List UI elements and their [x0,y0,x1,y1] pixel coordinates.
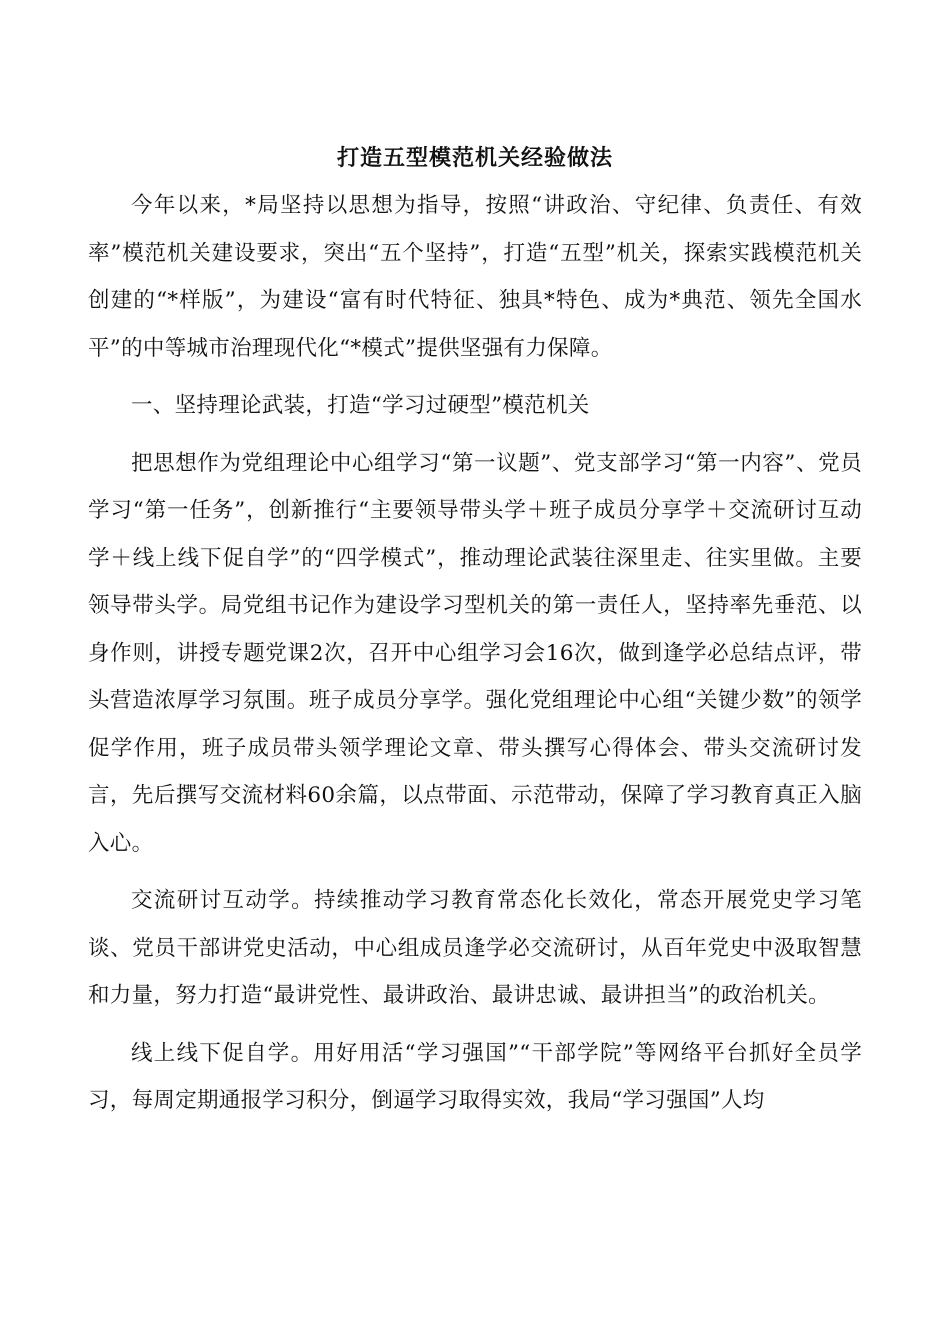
document-title: 打造五型模范机关经验做法 [336,145,613,171]
paragraph-intro: 今年以来，*局坚持以思想为指导，按照“讲政治、守纪律、负责任、有效率”模范机关建设要求，突出“五个坚持”，打造“五型”机关，探索实践模范机关创建的“*样版”，为建设“富有时代特征、独具*特色、成为*典范、领先全国水平”的中等城市治理现代化“*模式”提供坚强有力保障。 [88,193,862,361]
document-page [88,138,862,1135]
paragraph-self-study: 线上线下促自学。用好用活“学习强国”“干部学院”等网络平台抓好全员学习，每周定期通报学习积分，倒逼学习取得实效，我局“学习强国”人均 [88,1040,862,1113]
paragraph-interactive-study: 交流研讨互动学。持续推动学习教育常态化长效化，常态开展党史学习笔谈、党员干部讲党史活动，中心组成员逢学必交流研讨，从百年党史中汲取智慧和力量，努力打造“最讲党性、最讲政治、最讲忠诚、最讲担当”的政治机关。 [88,888,862,1008]
paragraph-study-model: 把思想作为党组理论中心组学习“第一议题”、党支部学习“第一内容”、党员学习“第一任务”，创新推行“主要领导带头学＋班子成员分享学＋交流研讨互动学＋线上线下促自学”的“四学模式”，推动理论武装往深里走、往实里做。主要领导带头学。局党组书记作为建设学习型机关的第一责任人，坚持率先垂范、以身作则，讲授专题党课2次，召开中心组学习会16次，做到逢学必总结点评，带头营造浓厚学习氛围。班子成员分享学。强化党组理论中心组“关键少数”的领学促学作用，班子成员带头领学理论文章、带头撰写心得体会、带头交流研讨发言，先后撰写交流材料60余篇，以点带面、示范带动，保障了学习教育真正入脑入心。 [88,450,862,856]
section-heading-1: 一、坚持理论武装，打造“学习过硬型”模范机关 [131,393,590,418]
